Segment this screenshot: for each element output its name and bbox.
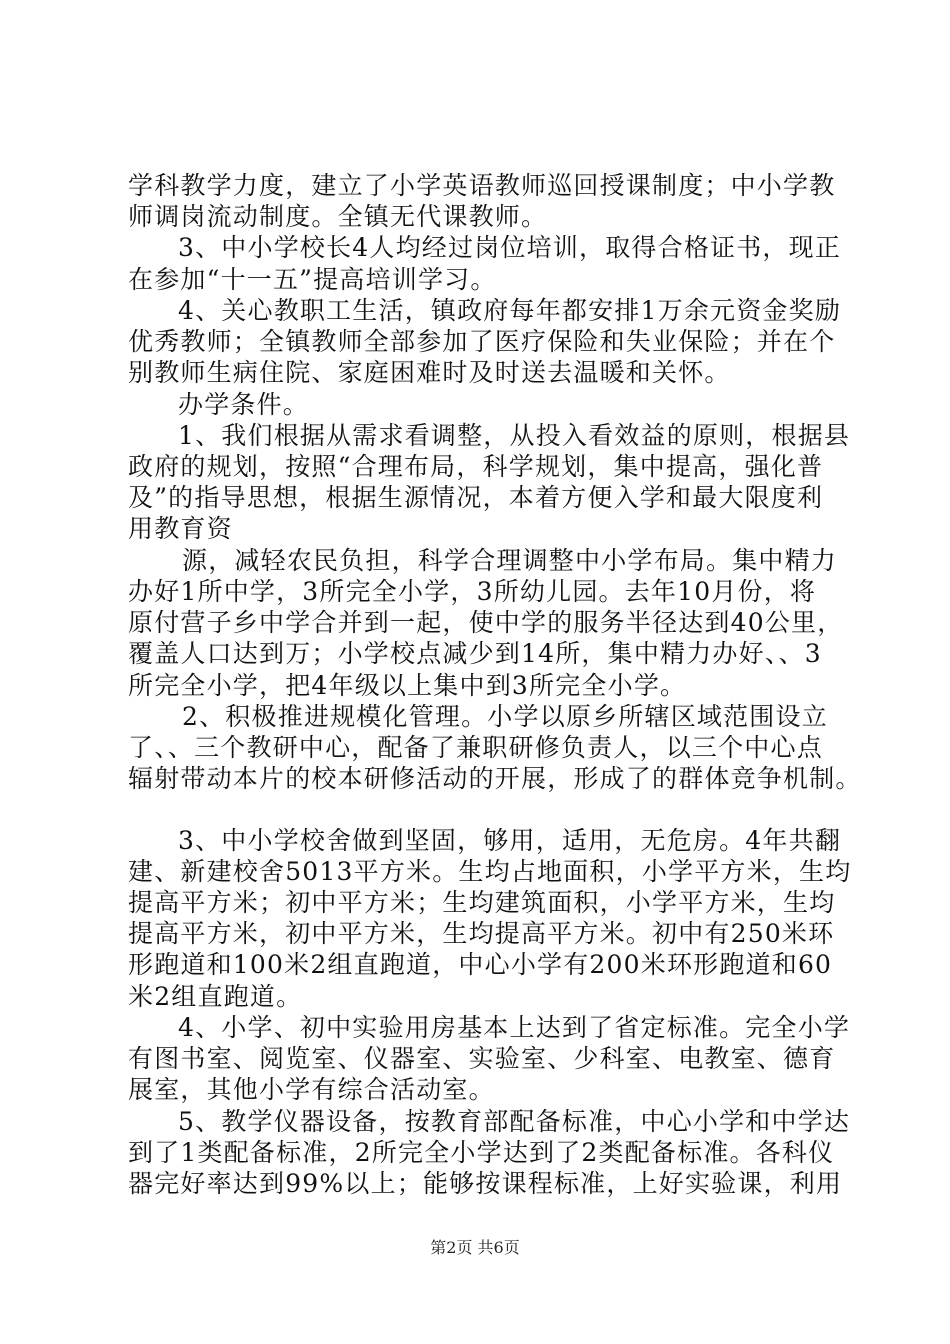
text-line-10: 政府的规划，按照“合理布局，科学规划，集中提高，强化普 [128, 452, 824, 481]
text-line-4: 在参加“十一五”提高培训学习。 [128, 265, 497, 294]
text-line-19: 了、、三个教研中心，配备了兼职研修负责人，以三个中心点 [128, 733, 823, 762]
text-line-7: 别教师生病住院、家庭困难时及时送去温暖和关怀。 [128, 358, 731, 387]
text-line-6: 优秀教师；全镇教师全部参加了医疗保险和失业保险；并在个 [128, 327, 836, 356]
text-line-22: 建、新建校舍5013平方米。生均占地面积，小学平方米，生均 [128, 857, 852, 886]
text-line-13: 源，减轻农民负担，科学合理调整中小学布局。集中精力 [182, 546, 838, 575]
text-line-17: 所完全小学，把4年级以上集中到3所完全小学。 [128, 671, 687, 700]
text-line-23: 提高平方米；初中平方米；生均建筑面积，小学平方米，生均 [128, 888, 836, 917]
text-line-24: 提高平方米，初中平方米，生均提高平方米。初中有250米环 [128, 919, 835, 948]
text-line-9: 1、我们根据从需求看调整，从投入看效益的原则，根据县 [178, 421, 851, 450]
text-line-2: 师调岗流动制度。全镇无代课教师。 [128, 202, 548, 231]
text-line-20: 辐射带动本片的校本研修活动的开展，形成了的群体竞争机制。 [128, 764, 862, 793]
text-line-12: 用教育资 [128, 514, 233, 543]
text-line-8: 办学条件。 [178, 390, 310, 419]
page-footer: 第2页 共6页 [430, 1238, 520, 1257]
text-line-18: 2、积极推进规模化管理。小学以原乡所辖区域范围设立 [182, 702, 828, 731]
text-line-15: 原付营子乡中学合并到一起，使中学的服务半径达到40公里， [128, 608, 844, 637]
text-line-3: 3、中小学校长4人均经过岗位培训，取得合格证书，现正 [178, 233, 842, 262]
text-line-5: 4、关心教职工生活，镇政府每年都安排1万余元资金奖励 [178, 296, 842, 325]
text-line-31: 到了1类配备标准，2所完全小学达到了2类配备标准。各科仪 [128, 1138, 835, 1167]
text-line-29: 展室，其他小学有综合活动室。 [128, 1075, 495, 1104]
text-line-28: 有图书室、阅览室、仪器室、实验室、少科室、电教室、德育 [128, 1044, 836, 1073]
text-line-1: 学科教学力度，建立了小学英语教师巡回授课制度；中小学教 [128, 171, 836, 200]
text-line-11: 及”的指导思想，根据生源情况，本着方便入学和最大限度利 [128, 483, 824, 512]
text-line-26: 米2组直跑道。 [128, 982, 303, 1011]
text-line-21: 3、中小学校舍做到坚固，够用，适用，无危房。4年共翻 [178, 826, 842, 855]
text-line-32: 器完好率达到99%以上；能够按课程标准，上好实验课，利用 [128, 1169, 843, 1198]
text-line-25: 形跑道和100米2组直跑道，中心小学有200米环形跑道和60 [128, 950, 833, 979]
text-line-16: 覆盖人口达到万；小学校点减少到14所，集中精力办好、、3 [128, 639, 822, 668]
text-line-30: 5、教学仪器设备，按教育部配备标准，中心小学和中学达 [178, 1107, 851, 1136]
text-line-27: 4、小学、初中实验用房基本上达到了省定标准。完全小学 [178, 1013, 851, 1042]
text-line-14: 办好1所中学，3所完全小学，3所幼儿园。去年10月份，将 [128, 577, 817, 606]
